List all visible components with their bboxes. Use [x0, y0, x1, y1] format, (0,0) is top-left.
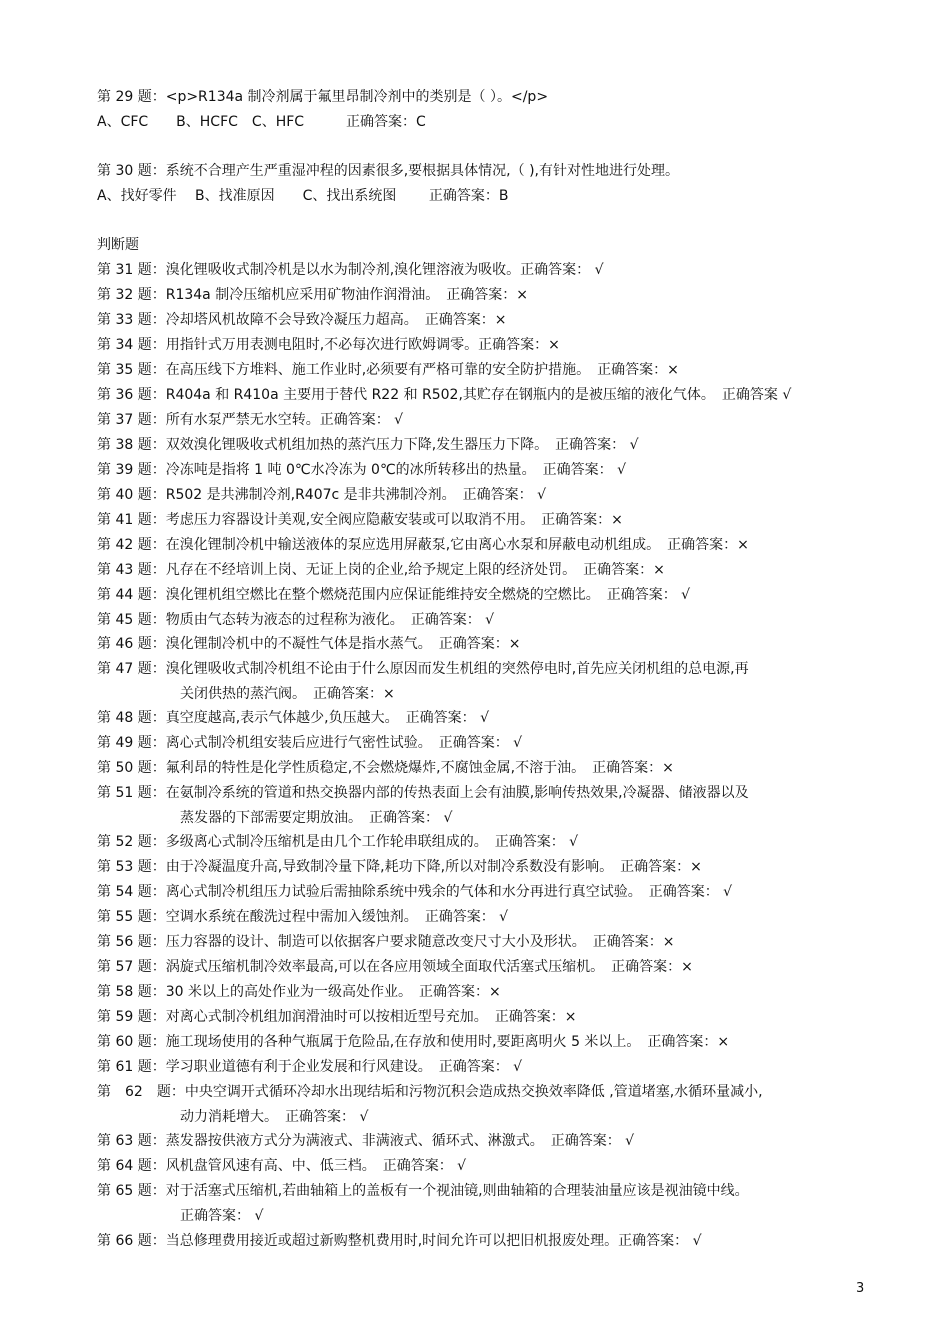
document-line: 第 55 题：空调水系统在酸洗过程中需加入缓蚀剂。 正确答案： √	[97, 909, 509, 925]
document-line: 第 58 题：30 米以上的高处作业为一级高处作业。 正确答案：×	[97, 984, 501, 1000]
document-line: 第 57 题：涡旋式压缩机制冷效率最高,可以在各应用领域全面取代活塞式压缩机。 正确答案：×	[97, 959, 693, 975]
document-line: 第 64 题：风机盘管风速有高、中、低三档。 正确答案： √	[97, 1158, 467, 1174]
document-line: 第 38 题：双效溴化锂吸收式机组加热的蒸汽压力下降,发生器压力下降。 正确答案： √	[97, 437, 639, 453]
document-line: 第 66 题：当总修理费用接近或超过新购整机费用时,时间允许可以把旧机报废处理。正确答案： √	[97, 1233, 702, 1249]
document-line: 第 32 题：R134a 制冷压缩机应采用矿物油作润滑油。 正确答案：×	[97, 287, 528, 303]
document-line: 第 31 题：溴化锂吸收式制冷机是以水为制冷剂,溴化锂溶液为吸收。正确答案： √	[97, 262, 604, 278]
document-line: 第 47 题：溴化锂吸收式制冷机组不论由于什么原因而发生机组的突然停电时,首先应关闭机组的总电源,再	[97, 661, 749, 677]
document-line: 第 29 题：<p>R134a 制冷剂属于氟里昂制冷剂中的类别是（ ）。</p>	[97, 89, 549, 105]
document-line: 第 41 题：考虑压力容器设计美观,安全阀应隐蔽安装或可以取消不用。 正确答案：×	[97, 512, 623, 528]
document-line: 第 30 题：系统不合理产生严重湿冲程的因素很多,要根据具体情况,（ ),有针对性地进行处理。	[97, 163, 679, 179]
document-line: 第 36 题：R404a 和 R410a 主要用于替代 R22 和 R502,其贮存在钢瓶内的是被压缩的液化气体。 正确答案 √	[97, 387, 792, 403]
document-line: 第 40 题：R502 是共沸制冷剂,R407c 是非共沸制冷剂。 正确答案： √	[97, 487, 547, 503]
document-line: A、CFC B、HCFC C、HFC 正确答案：C	[97, 114, 426, 130]
document-line: 第 43 题：凡存在不经培训上岗、无证上岗的企业,给予规定上限的经济处罚。 正确答案：×	[97, 562, 665, 578]
document-line: 第 34 题：用指针式万用表测电阻时,不必每次进行欧姆调零。正确答案：×	[97, 337, 560, 353]
document-line-continuation: 正确答案： √	[180, 1208, 264, 1224]
document-line: 第 44 题：溴化锂机组空燃比在整个燃烧范围内应保证能维持安全燃烧的空燃比。 正确答案： √	[97, 587, 691, 603]
document-line: 第 49 题：离心式制冷机组安装后应进行气密性试验。 正确答案： √	[97, 735, 523, 751]
document-line: 第 51 题：在氨制冷系统的管道和热交换器内部的传热表面上会有油膜,影响传热效果,冷凝器、储液器以及	[97, 785, 749, 801]
document-line: 第 52 题：多级离心式制冷压缩机是由几个工作轮串联组成的。 正确答案： √	[97, 834, 579, 850]
document-line: 第 37 题：所有水泵严禁无水空转。正确答案： √	[97, 412, 404, 428]
document-line: 第 60 题：施工现场使用的各种气瓶属于危险品,在存放和使用时,要距离明火 5 米以上。 正确答案：×	[97, 1034, 730, 1050]
document-line: 第 61 题：学习职业道德有利于企业发展和行风建设。 正确答案： √	[97, 1059, 523, 1075]
document-line: 第 65 题：对于活塞式压缩机,若曲轴箱上的盖板有一个视油镜,则曲轴箱的合理装油量应该是视油镜中线。	[97, 1183, 749, 1199]
document-line-continuation: 动力消耗增大。 正确答案： √	[180, 1109, 369, 1125]
document-line: 第 45 题：物质由气态转为液态的过程称为液化。 正确答案： √	[97, 612, 495, 628]
document-line: 第 54 题：离心式制冷机组压力试验后需抽除系统中残余的气体和水分再进行真空试验。 正确答案： √	[97, 884, 733, 900]
document-line: 第 48 题：真空度越高,表示气体越少,负压越大。 正确答案： √	[97, 710, 489, 726]
document-line: 判断题	[97, 237, 139, 253]
document-line: 第 33 题：冷却塔风机故障不会导致冷凝压力超高。 正确答案：×	[97, 312, 507, 328]
document-line-continuation: 关闭供热的蒸汽阀。 正确答案：×	[180, 686, 395, 702]
document-line: 第 59 题：对离心式制冷机组加润滑油时可以按相近型号充加。 正确答案：×	[97, 1009, 577, 1025]
document-line: 第 56 题：压力容器的设计、制造可以依据客户要求随意改变尺寸大小及形状。 正确答案：×	[97, 934, 675, 950]
page-number: 3	[856, 1281, 865, 1296]
document-line-continuation: 蒸发器的下部需要定期放油。 正确答案： √	[180, 810, 453, 826]
document-line: 第 35 题：在高压线下方堆料、施工作业时,必须要有严格可靠的安全防护措施。 正确答案：×	[97, 362, 679, 378]
document-line: 第 50 题：氟利昂的特性是化学性质稳定,不会燃烧爆炸,不腐蚀金属,不溶于油。 正确答案：×	[97, 760, 674, 776]
document-line: A、找好零件 B、找准原因 C、找出系统图 正确答案：B	[97, 188, 509, 204]
document-line: 第 46 题：溴化锂制冷机中的不凝性气体是指水蒸气。 正确答案：×	[97, 636, 521, 652]
document-line: 第 62 题：中央空调开式循环冷却水出现结垢和污物沉积会造成热交换效率降低 ,管道堵塞,水循环量减小,	[97, 1084, 763, 1100]
document-line: 第 53 题：由于冷凝温度升高,导致制冷量下降,耗功下降,所以对制冷系数没有影响。 正确答案：×	[97, 859, 702, 875]
document-line: 第 42 题：在溴化锂制冷机中输送液体的泵应选用屏蔽泵,它由离心水泵和屏蔽电动机组成。 正确答案：×	[97, 537, 749, 553]
document-line: 第 63 题：蒸发器按供液方式分为满液式、非满液式、循环式、淋激式。 正确答案： √	[97, 1133, 635, 1149]
document-line: 第 39 题：冷冻吨是指将 1 吨 0℃水冷冻为 0℃的冰所转移出的热量。 正确答案： √	[97, 462, 627, 478]
